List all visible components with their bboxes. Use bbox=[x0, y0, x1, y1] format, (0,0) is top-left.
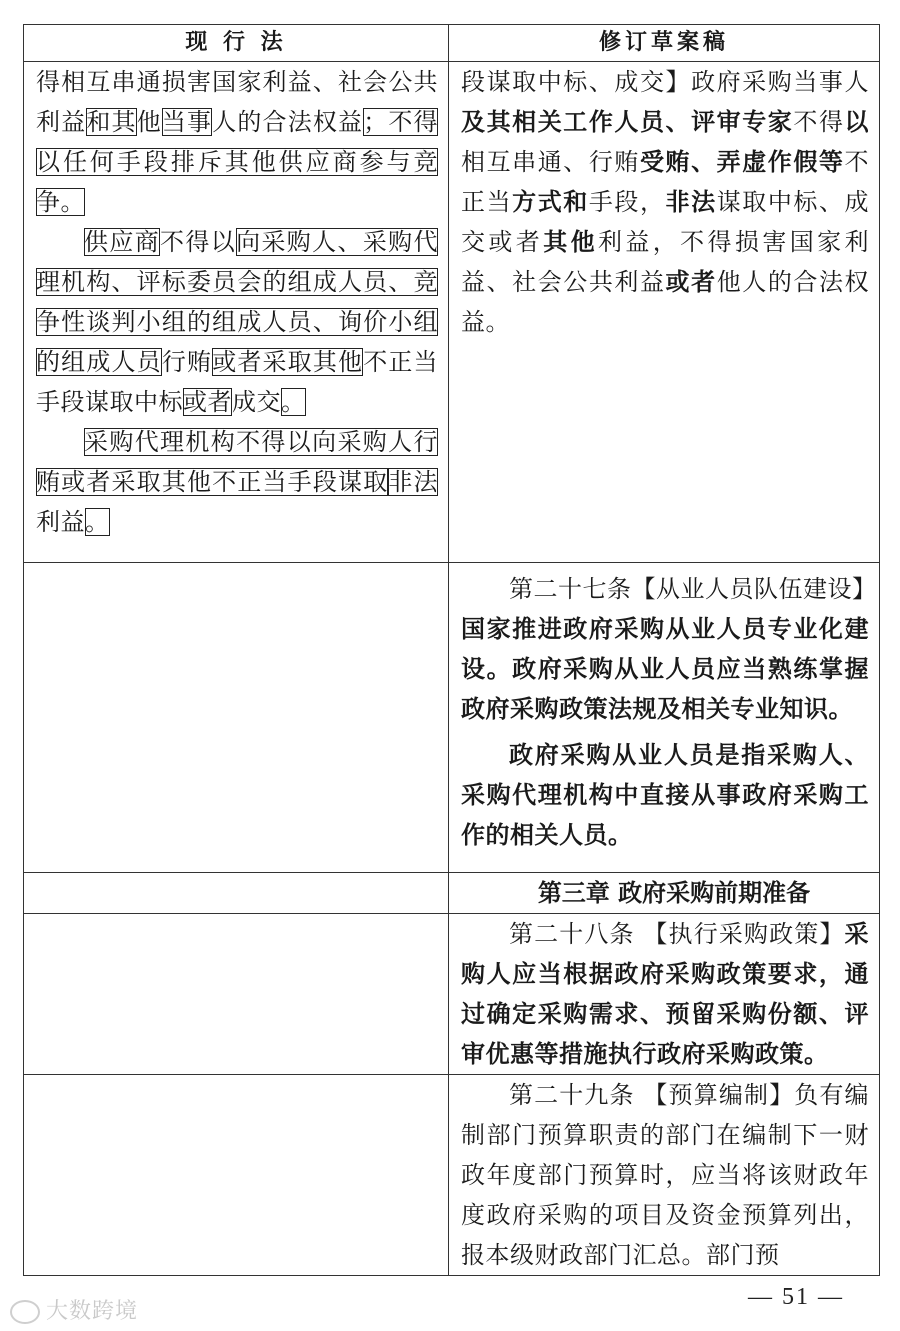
current-law-cell-empty bbox=[24, 563, 449, 873]
article-heading: 第二十七条【从业人员队伍建设】 bbox=[509, 575, 877, 603]
text-span: 谋取中标、成交或者 bbox=[461, 188, 870, 256]
table-row bbox=[24, 62, 880, 563]
added-text: 或者 bbox=[665, 267, 717, 296]
current-law-paragraph bbox=[36, 422, 438, 542]
revised-draft-cell bbox=[449, 1075, 880, 1276]
current-law-cell-empty bbox=[24, 1075, 449, 1276]
text-span: 行贿 bbox=[161, 348, 213, 376]
text-span: 不正当手段谋取中标 bbox=[36, 348, 439, 416]
revised-draft-text bbox=[449, 62, 879, 342]
article-27-paragraph-2: 政府采购从业人员是指采购人、采购代理机构中直接从事政府采购工作的相关人员。 bbox=[461, 740, 869, 849]
text-span: 得相互串通损害国家利益、社会公共利益 bbox=[36, 68, 438, 136]
text-span: 利益 bbox=[36, 508, 85, 536]
deleted-text-box: 或者采取其他 bbox=[212, 348, 364, 376]
table-row bbox=[24, 563, 880, 873]
added-text: 国家推进政府采购从业人员专业化建设。政府采购从业人员应当熟练掌握政府采购政策法规及相关专业知识。 bbox=[461, 614, 869, 723]
article-heading: 第二十八条 【执行采购政策】 bbox=[509, 920, 845, 948]
revised-draft-cell bbox=[449, 563, 880, 873]
added-text: 采购人应当根据政府采购政策要求，通过确定采购需求、预留采购份额、评审优惠等措施执行政府采购政策。 bbox=[461, 919, 869, 1068]
article-28-paragraph bbox=[461, 914, 869, 1074]
current-law-paragraph bbox=[36, 222, 438, 422]
watermark bbox=[10, 1294, 138, 1325]
article-27-paragraph bbox=[461, 569, 877, 729]
added-text: 及其相关工作人员、评审专家 bbox=[461, 107, 794, 136]
text-span: 不得 bbox=[793, 108, 845, 136]
text-span: 他 bbox=[136, 108, 162, 136]
chapter-heading-cell bbox=[449, 873, 880, 914]
revised-draft-cell bbox=[449, 914, 880, 1075]
text-span: 不得以 bbox=[160, 228, 237, 256]
added-text: 方式和 bbox=[512, 187, 589, 216]
deleted-text-box: 向采购人、采购代理机构、评标委员会的组成人员、竞争性谈判小组的组成人员、询价小组的组成人员 bbox=[36, 228, 439, 376]
deleted-text-box: ；不得以任何手段排斥其他供应商参与竞争。 bbox=[36, 108, 439, 216]
deleted-text-box: 供应商 bbox=[84, 228, 161, 256]
revised-draft-text bbox=[449, 1075, 879, 1275]
current-law-text bbox=[24, 62, 448, 542]
chapter-heading: 第三章 政府采购前期准备 bbox=[537, 878, 811, 907]
deleted-text-box: 。 bbox=[281, 388, 306, 416]
deleted-text-box: 当事 bbox=[161, 108, 213, 136]
revised-draft-text bbox=[449, 563, 879, 855]
table-row bbox=[24, 914, 880, 1075]
text-span: 成交 bbox=[232, 388, 281, 416]
added-text: 其他 bbox=[543, 227, 598, 256]
deleted-text-box: 采购代理机构不得以向采购人行贿或者采取其他不正当手段谋取 bbox=[36, 428, 438, 496]
header-revised-draft: 修订草案稿 bbox=[449, 25, 880, 62]
revised-draft-text bbox=[449, 914, 879, 1074]
table-row bbox=[24, 1075, 880, 1276]
text-span: 相互串通、行贿 bbox=[461, 148, 640, 176]
current-law-cell-empty bbox=[24, 914, 449, 1075]
page-number: — 51 — bbox=[748, 1284, 844, 1310]
added-text: 非法 bbox=[665, 187, 717, 216]
revised-draft-cell bbox=[449, 62, 880, 563]
revised-paragraph bbox=[461, 62, 869, 342]
current-law-cell-empty bbox=[24, 873, 449, 914]
comparison-table bbox=[23, 24, 880, 1276]
current-law-paragraph bbox=[36, 62, 438, 222]
text-span: 段谋取中标、成交】政府采购当事人 bbox=[461, 68, 869, 96]
article-29-paragraph: 第二十九条 【预算编制】负有编制部门预算职责的部门在编制下一财政年度部门预算时，应当将该财政年度政府采购的项目及资金预算列出，报本级财政部门汇总。部门预 bbox=[461, 1081, 869, 1269]
chat-bubble-icon bbox=[10, 1300, 40, 1324]
deleted-text-box: 非法 bbox=[388, 468, 439, 496]
added-text: 受贿、弄虚作假等 bbox=[639, 147, 845, 176]
deleted-text-box: 。 bbox=[85, 508, 110, 536]
deleted-text-box: 和其 bbox=[86, 108, 137, 136]
added-text: 以 bbox=[844, 107, 870, 136]
text-span: 利益，不得损害国家利益、社会公共利益 bbox=[461, 228, 870, 296]
current-law-cell bbox=[24, 62, 449, 563]
text-span: 不正当 bbox=[461, 148, 870, 216]
table-row bbox=[24, 873, 880, 914]
watermark-text: 大数跨境 bbox=[46, 1299, 139, 1324]
text-span: 手段， bbox=[588, 188, 666, 216]
table-header-row bbox=[24, 25, 880, 62]
text-span: 人的合法权益 bbox=[212, 108, 364, 136]
text-span: 他人的合法权益。 bbox=[461, 268, 870, 336]
header-current-law: 现 行 法 bbox=[24, 25, 449, 62]
deleted-text-box: 或者 bbox=[183, 388, 232, 416]
